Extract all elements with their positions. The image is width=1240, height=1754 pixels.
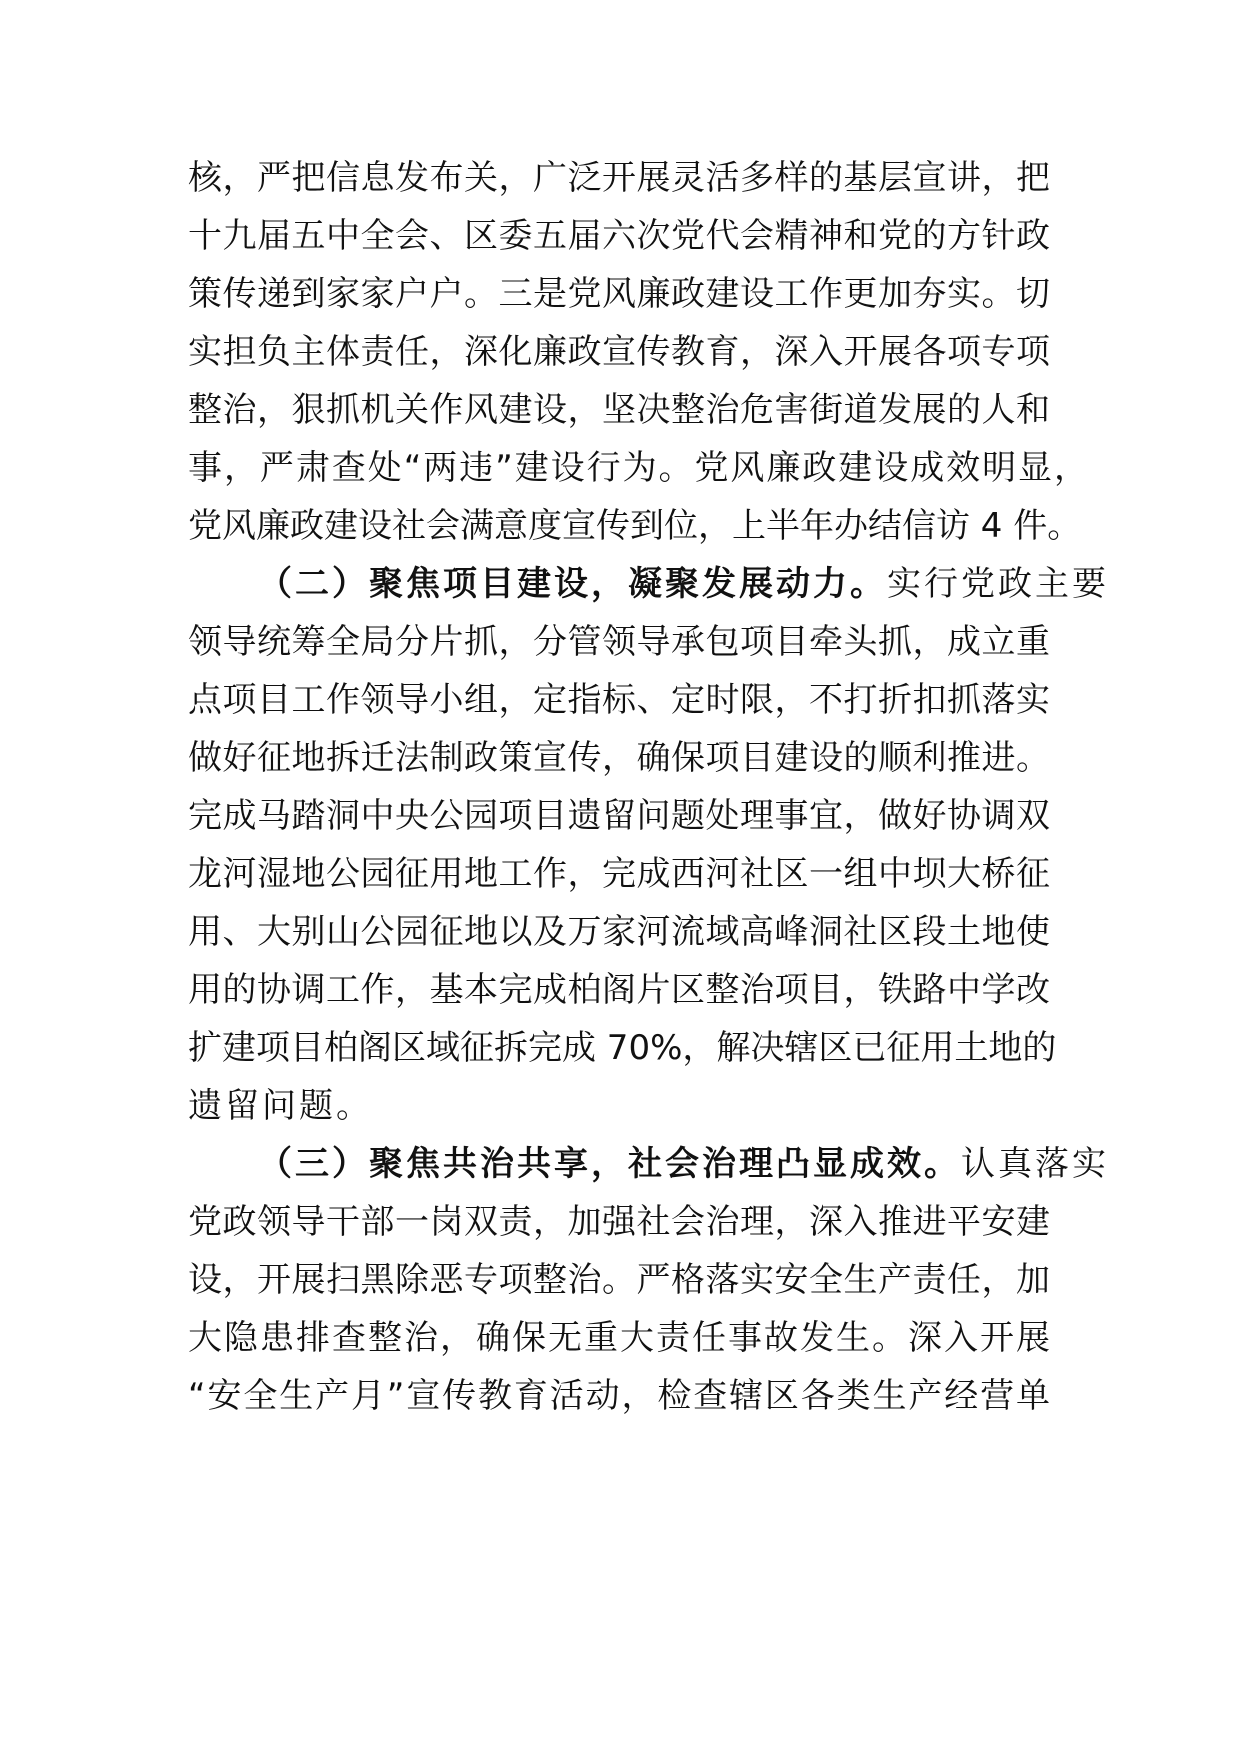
paragraph-line: 领导统筹全局分片抓，分管领导承包项目牵头抓，成立重 bbox=[188, 622, 1050, 662]
paragraph-line: 策传递到家家户户。三是党风廉政建设工作更加夯实。切 bbox=[188, 274, 1050, 314]
paragraph-line: 用的协调工作，基本完成柏阁片区整治项目，铁路中学改 bbox=[188, 970, 1050, 1010]
paragraph-line: 实担负主体责任，深化廉政宣传教育，深入开展各项专项 bbox=[188, 332, 1050, 372]
section-heading: （三）聚焦共治共享，社会治理凸显成效。 bbox=[258, 1144, 961, 1184]
paragraph-line: 遗留问题。 bbox=[188, 1086, 373, 1126]
paragraph-line: 核，严把信息发布关，广泛开展灵活多样的基层宣讲，把 bbox=[188, 158, 1050, 198]
section-2-first-line bbox=[258, 562, 1109, 606]
paragraph-text: 认真落实 bbox=[961, 1144, 1109, 1184]
paragraph-line: 党政领导干部一岗双责，加强社会治理，深入推进平安建 bbox=[188, 1202, 1050, 1242]
paragraph-line: 设，开展扫黑除恶专项整治。严格落实安全生产责任，加 bbox=[188, 1260, 1050, 1300]
paragraph-line: 十九届五中全会、区委五届六次党代会精神和党的方针政 bbox=[188, 216, 1050, 256]
paragraph-line: 点项目工作领导小组，定指标、定时限，不打折扣抓落实 bbox=[188, 680, 1050, 720]
paragraph-line: 扩建项目柏阁区域征拆完成 70%，解决辖区已征用土地的 bbox=[188, 1028, 1057, 1068]
paragraph-line: 做好征地拆迁法制政策宣传，确保项目建设的顺利推进。 bbox=[188, 738, 1050, 778]
paragraph-line: “安全生产月”宣传教育活动，检查辖区各类生产经营单 bbox=[188, 1376, 1050, 1416]
section-3-first-line bbox=[258, 1142, 1109, 1186]
paragraph-line: 龙河湿地公园征用地工作，完成西河社区一组中坝大桥征 bbox=[188, 854, 1050, 894]
paragraph-text: 实行党政主要 bbox=[887, 564, 1109, 604]
paragraph-line: 党风廉政建设社会满意度宣传到位，上半年办结信访 4 件。 bbox=[188, 506, 1082, 546]
section-heading: （二）聚焦项目建设，凝聚发展动力。 bbox=[258, 564, 887, 604]
paragraph-line: 整治，狠抓机关作风建设，坚决整治危害街道发展的人和 bbox=[188, 390, 1050, 430]
paragraph-line: 完成马踏洞中央公园项目遗留问题处理事宜，做好协调双 bbox=[188, 796, 1050, 836]
paragraph-line: 事，严肃查处“两违”建设行为。党风廉政建设成效明显， bbox=[188, 448, 1088, 488]
paragraph-line: 用、大别山公园征地以及万家河流域高峰洞社区段土地使 bbox=[188, 912, 1050, 952]
paragraph-line: 大隐患排查整治，确保无重大责任事故发生。深入开展 bbox=[188, 1318, 1050, 1358]
